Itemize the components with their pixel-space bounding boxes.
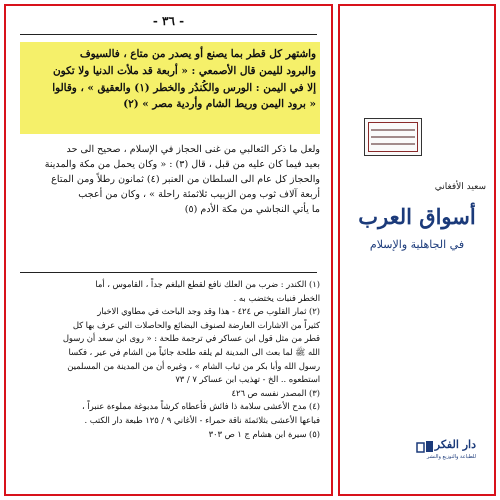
footnotes	[20, 278, 320, 441]
footnote-line: قطر من مثل قول ابن عساكر في ترجمة طلحة : « روى ابن سعد أن رسول	[62, 333, 320, 344]
text-line: واشتهر كل قطر بما يصنع أو يصدر من متاع ، فالسيوف	[79, 48, 316, 60]
text-line: ولعل ما ذكر الثعالبي من غنى الحجاز في الإسلام ، صحيح الى حد	[66, 144, 320, 155]
book-cover	[338, 4, 496, 496]
body-paragraph	[20, 142, 320, 217]
author-name: سعيد الأفغاني	[434, 182, 486, 192]
publisher-logo-icon	[416, 440, 434, 454]
footnote-line: (٣) المصدر نفسه ص ٤٢٦	[231, 387, 320, 398]
text-line: والحجاز كل عام الى السلطان من العنبر (٤) ثمانون رطلاً ومن المتاع	[51, 174, 320, 185]
footnote-line: الخطر فنبات يختضب به .	[233, 292, 320, 303]
text-line: أربعة آلاف ثوب ومن الزبيب ثلاثمئة راحلة » ، وكان من أعجب	[78, 189, 320, 200]
text-line: بعيد فيما كان عليه من قبل ، قال (٣) : « وكان يحمل من مكة والمدينة	[44, 159, 320, 170]
text-line: والبرود لليمن قال الأصمعي : « أربعة قد ملأت الدنيا ولا تكون	[53, 64, 316, 77]
footnote-line: (٥) سيرة ابن هشام ج ١ ص ٣٠٣	[208, 428, 320, 439]
left-page	[4, 4, 333, 496]
footnote-line: استطعوه .. الخ - تهذيب ابن عساكر ٧ / ٧٣	[175, 374, 320, 385]
text-line: ما يأتي النجاشي من مكة الأدم (٥)	[184, 204, 320, 215]
publisher-tagline: للطباعة والتوزيع والنشر	[426, 454, 476, 460]
stamp-mark	[371, 129, 415, 131]
footnote-rule	[20, 272, 317, 273]
page-number: - ٣٦ -	[152, 14, 185, 28]
header-rule	[20, 34, 317, 35]
footnote-line: رسول الله وأبا بكر من ثياب الشام » ، وغيره أن من المدينة من المسلمين	[67, 360, 320, 371]
stamp-mark	[371, 136, 415, 138]
footnote-line: الله ﷺ لما بعث الى المدينة لم يلقه طلحة جائياً من الشام في عير ، فكسا	[68, 346, 320, 357]
book-title: أسواق العرب	[358, 204, 476, 229]
text-line: إلا في اليمن : الورس والكُندُر والخطر (١) والعقيق » ، وقالوا	[52, 81, 316, 94]
publisher-name: دار الفكر	[434, 438, 476, 451]
book-subtitle: في الجاهلية والإسلام	[369, 238, 465, 251]
footnote-line: (٢) ثمار القلوب ص ٤٢٤ - هذا وقد وجد الباحث في مطاوي الاخبار	[97, 306, 320, 317]
highlighted-paragraph	[24, 46, 316, 113]
footnote-line: فباعها الأعشى بثلاثمئة ناقة حمراء - الأغاني ٩ / ١٢٥ طبعة دار الكتب .	[84, 414, 320, 425]
stamp-mark	[371, 143, 415, 145]
library-stamp	[364, 118, 422, 156]
text-line: « برود اليمن وريط الشام وأردية مصر » (٢)	[123, 98, 316, 111]
footnote-line: (٤) مدح الأعشى سلامة ذا فائش فأعطاه كرشاً مدبوغة مملوءة عنبراً ،	[82, 401, 320, 412]
footnote-line: (١) الكندر : ضرب من العلك نافع لقطع البلغم جداً ، القاموس ، أما	[95, 279, 320, 289]
footnote-line: كثيراً من الاشارات العارضة لصنوف البضائع والحاصلات التي عرف بها كل	[72, 319, 320, 330]
